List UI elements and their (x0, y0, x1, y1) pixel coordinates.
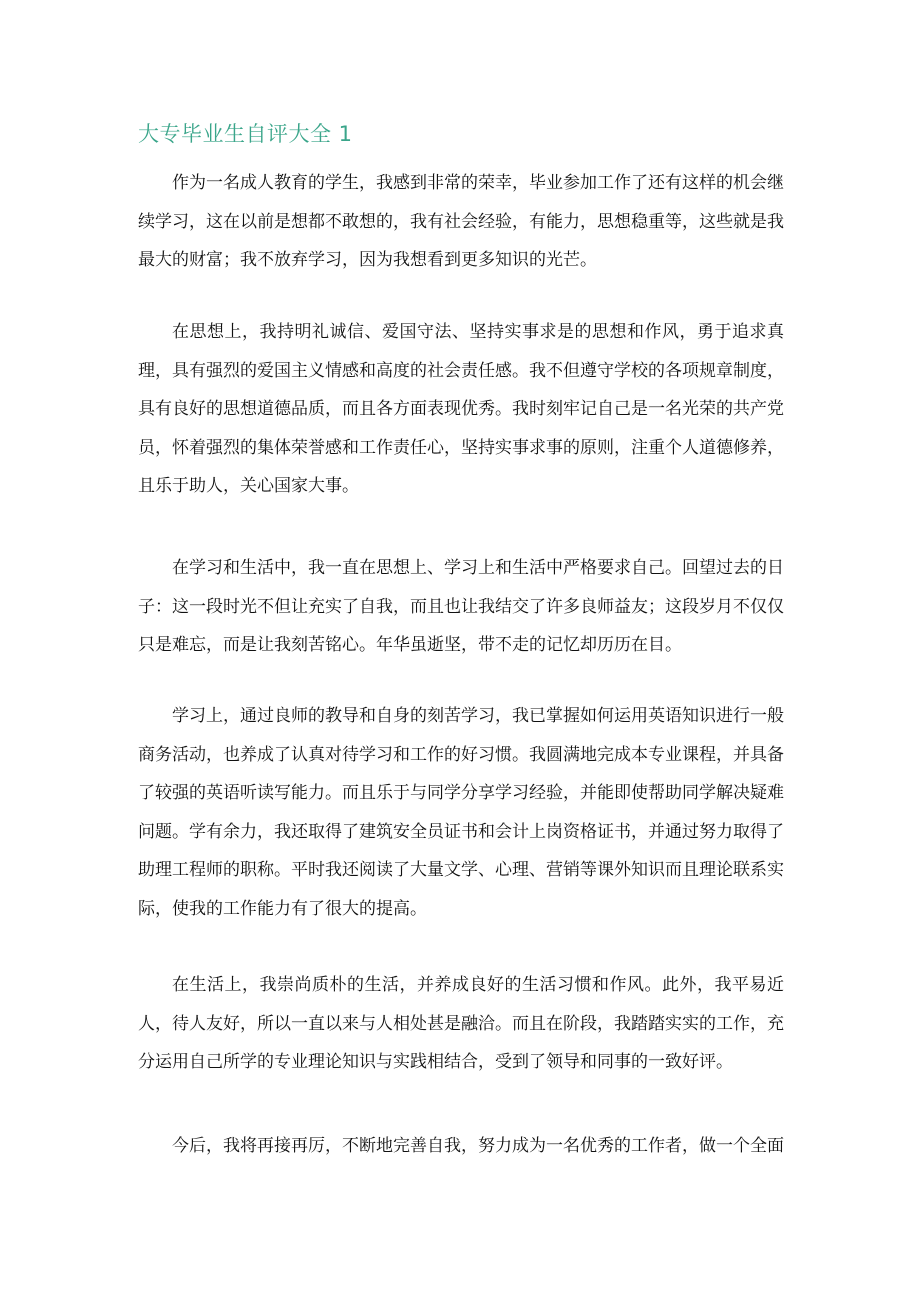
paragraph-study-life: 在学习和生活中，我一直在思想上、学习上和生活中严格要求自己。回望过去的日子：这一段时光不但让充实了自我，而且也让我结交了许多良师益友；这段岁月不仅仅只是难忘，而是让我刻苦铭心。年华虽逝坚，带不走的记忆却历历在目。 (138, 558, 784, 655)
document-title: 大专毕业生自评大全 1 (138, 122, 353, 146)
paragraph-study: 学习上，通过良师的教导和自身的刻苦学习，我已掌握如何运用英语知识进行一般商务活动，也养成了认真对待学习和工作的好习惯。我圆满地完成本专业课程，并具备了较强的英语听读写能力。而且乐于与同学分享学习经验，并能即使帮助同学解决疑难问题。学有余力，我还取得了建筑安全员证书和会计上岗资格证书，并通过努力取得了助理工程师的职称。平时我还阅读了大量文学、心理、营销等课外知识而且理论联系实际，使我的工作能力有了很大的提高。 (138, 706, 784, 919)
paragraph-intro: 作为一名成人教育的学生，我感到非常的荣幸，毕业参加工作了还有这样的机会继续学习，这在以前是想都不敢想的，我有社会经验，有能力，思想稳重等，这些就是我最大的财富；我不放弃学习，因为我想看到更多知识的光芒。 (138, 173, 784, 270)
paragraph-thought: 在思想上，我持明礼诚信、爱国守法、坚持实事求是的思想和作风，勇于追求真理，具有强烈的爱国主义情感和高度的社会责任感。我不但遵守学校的各项规章制度，具有良好的思想道德品质，而且各方面表现优秀。我时刻牢记自己是一名光荣的共产党员，怀着强烈的集体荣誉感和工作责任心，坚持实事求事的原则，注重个人道德修养，且乐于助人，关心国家大事。 (138, 322, 784, 496)
paragraph-life: 在生活上，我崇尚质朴的生活，并养成良好的生活习惯和作风。此外，我平易近人，待人友好，所以一直以来与人相处甚是融洽。而且在阶段，我踏踏实实的工作，充分运用自己所学的专业理论知识与实践相结合，受到了领导和同事的一致好评。 (138, 975, 784, 1072)
paragraph-future: 今后，我将再接再厉，不断地完善自我，努力成为一名优秀的工作者，做一个全面 (172, 1136, 784, 1156)
